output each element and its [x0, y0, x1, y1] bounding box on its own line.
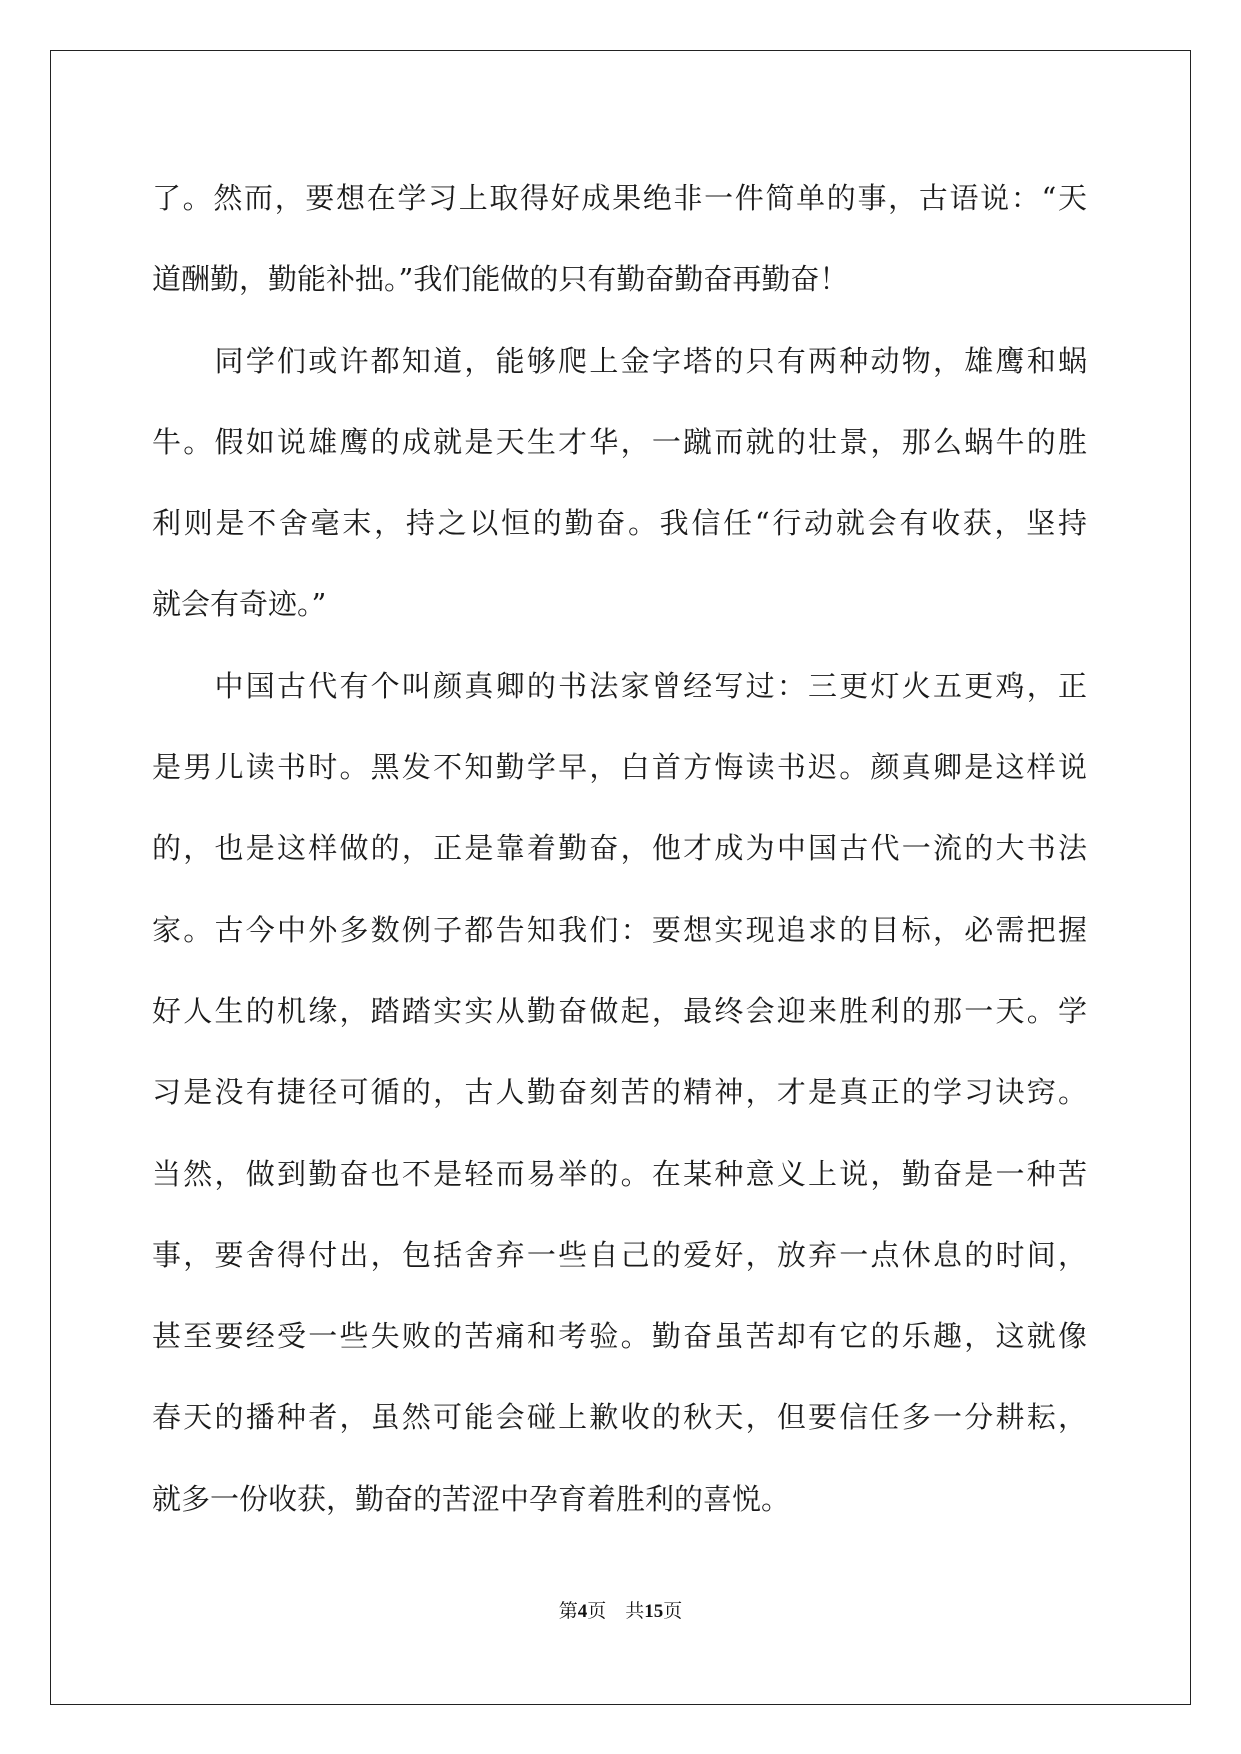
- text-line: 是男儿读书时。黑发不知勤学早，白首方悔读书迟。颜真卿是这样说: [152, 750, 1087, 785]
- text-line: 牛。假如说雄鹰的成就是天生才华，一蹴而就的壮景，那么蜗牛的胜: [152, 424, 1087, 459]
- text-line: 中国古代有个叫颜真卿的书法家曾经写过：三更灯火五更鸡，正: [152, 668, 1087, 703]
- text-line: 当然，做到勤奋也不是轻而易举的。在某种意义上说，勤奋是一种苦: [152, 1156, 1087, 1191]
- document-body: [152, 158, 1087, 1540]
- footer-middle: 页 共: [587, 1601, 645, 1622]
- page-footer: [0, 1596, 1241, 1623]
- footer-prefix: 第: [558, 1601, 578, 1622]
- text-line: 就多一份收获，勤奋的苦涩中孕育着胜利的喜悦。: [152, 1481, 791, 1516]
- text-line: 事，要舍得付出，包括舍弃一些自己的爱好，放弃一点休息的时间，: [152, 1237, 1087, 1272]
- text-line: 利则是不舍毫末，持之以恒的勤奋。我信任“行动就会有收获，坚持: [152, 506, 1087, 541]
- text-line: 道酬勤，勤能补拙。”我们能做的只有勤奋勤奋再勤奋！: [152, 262, 849, 297]
- text-line: 甚至要经受一些失败的苦痛和考验。勤奋虽苦却有它的乐趣，这就像: [152, 1319, 1087, 1354]
- text-line: 就会有奇迹。”: [152, 587, 327, 622]
- footer-suffix: 页: [663, 1601, 683, 1622]
- text-line: 的，也是这样做的，正是靠着勤奋，他才成为中国古代一流的大书法: [152, 831, 1087, 866]
- text-line: 了。然而，要想在学习上取得好成果绝非一件简单的事，古语说：“天: [152, 181, 1087, 215]
- text-line: 习是没有捷径可循的，古人勤奋刻苦的精神，才是真正的学习诀窍。: [152, 1075, 1087, 1110]
- text-line: 同学们或许都知道，能够爬上金字塔的只有两种动物，雄鹰和蜗: [152, 343, 1087, 378]
- text-line: 好人生的机缘，踏踏实实从勤奋做起，最终会迎来胜利的那一天。学: [152, 993, 1087, 1028]
- text-line: 家。古今中外多数例子都告知我们：要想实现追求的目标，必需把握: [152, 912, 1087, 947]
- total-page-count: 15: [644, 1601, 664, 1622]
- text-line: 春天的播种者，虽然可能会碰上歉收的秋天，但要信任多一分耕耘，: [152, 1400, 1087, 1435]
- current-page-number: 4: [577, 1601, 588, 1622]
